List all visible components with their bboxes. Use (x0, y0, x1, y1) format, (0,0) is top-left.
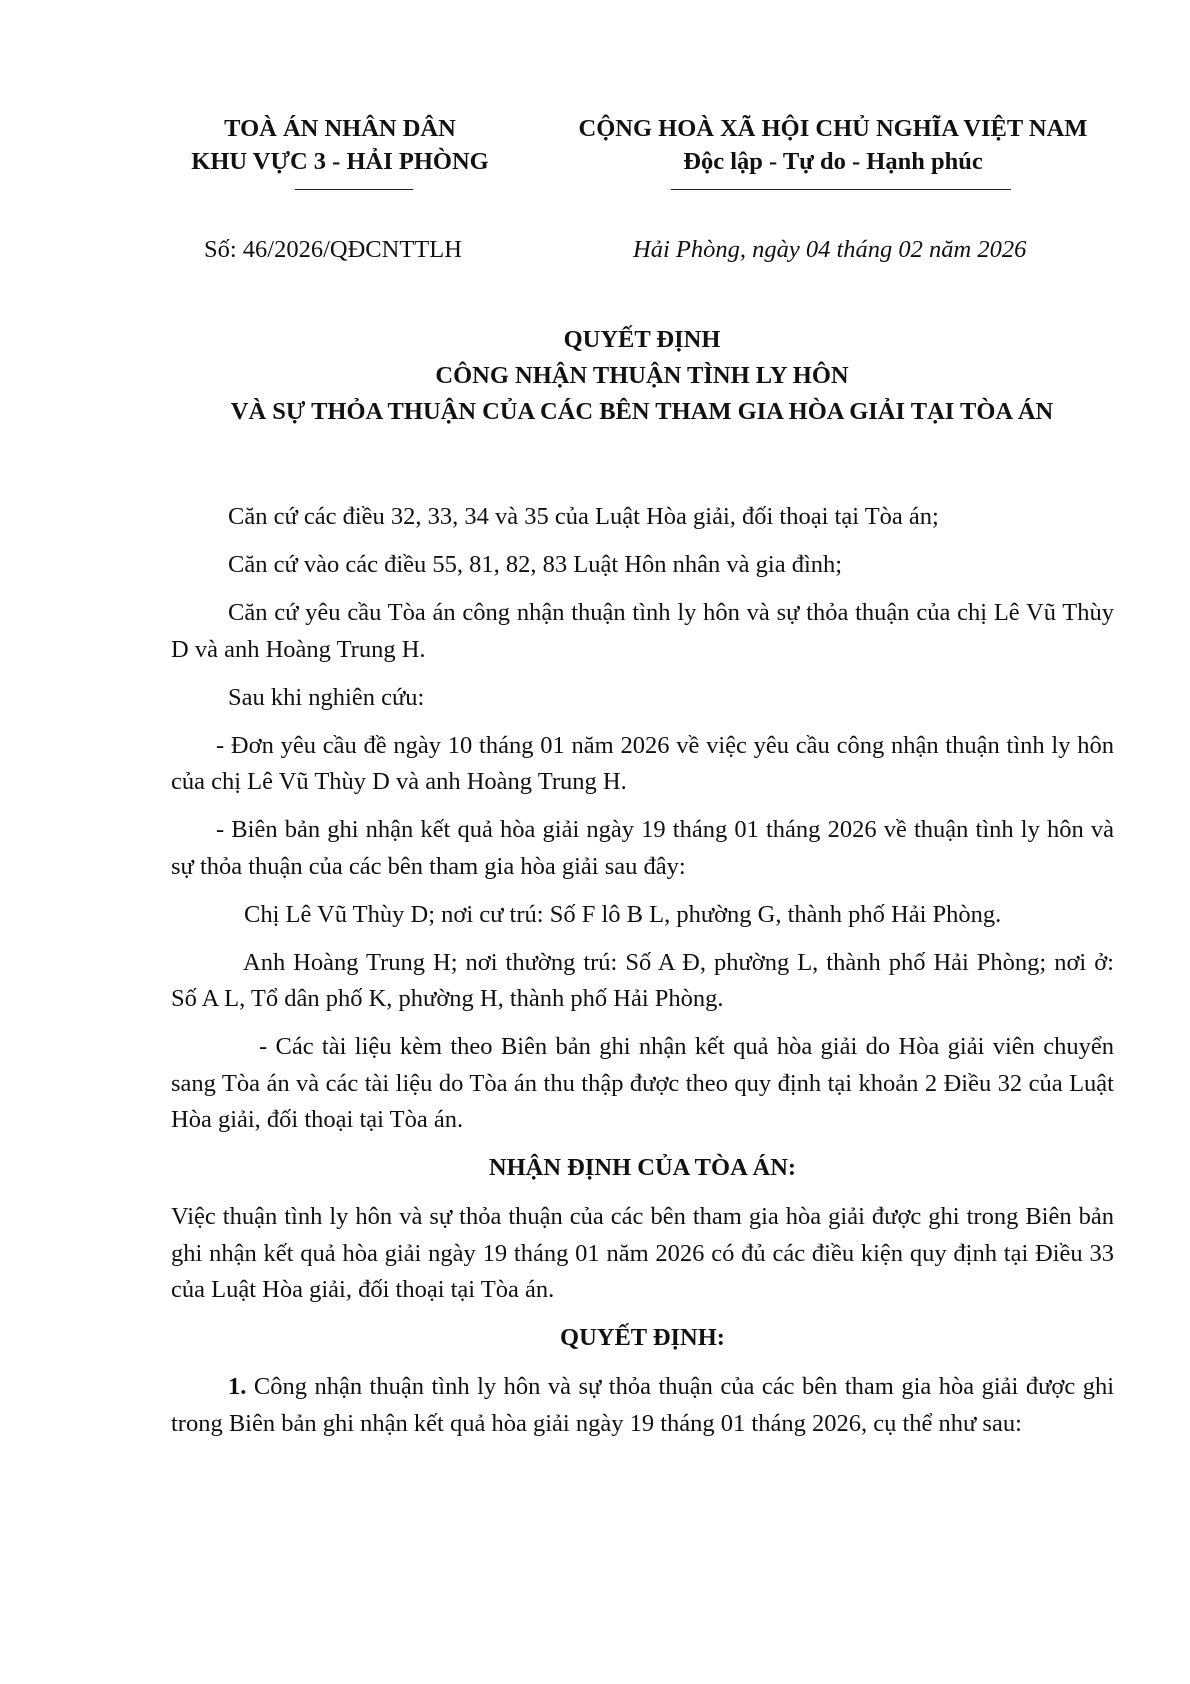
document-title (170, 322, 1114, 430)
document-body (171, 499, 1114, 1454)
paragraph-legal-basis-3: Căn cứ yêu cầu Tòa án công nhận thuận tình ly hôn và sự thỏa thuận của chị Lê Vũ Thùy D và anh Hoàng Trung H. (171, 599, 1114, 663)
paragraph-legal-basis-1: Căn cứ các điều 32, 33, 34 và 35 của Luật Hòa giải, đối thoại tại Tòa án; (228, 503, 939, 530)
paragraph-after-review: Sau khi nghiên cứu: (228, 683, 425, 711)
paragraph-party-wife: Chị Lê Vũ Thùy D; nơi cư trú: Số F lô B L, phường G, thành phố Hải Phòng. (244, 900, 1002, 928)
title-line-3: VÀ SỰ THỎA THUẬN CỦA CÁC BÊN THAM GIA HÒA GIẢI TẠI TÒA ÁN (230, 398, 1054, 425)
paragraph-decision-1 (171, 1369, 1114, 1442)
court-name-line-2: KHU VỰC 3 - HẢI PHÒNG (191, 148, 489, 175)
paragraph-legal-basis-2: Căn cứ vào các điều 55, 81, 82, 83 Luật Hôn nhân và gia đình; (228, 551, 843, 578)
court-name (170, 112, 510, 178)
motto: Độc lập - Tự do - Hạnh phúc (683, 148, 983, 175)
decision-item-number: 1. (228, 1373, 247, 1400)
section-heading-decision: QUYẾT ĐỊNH: (560, 1324, 725, 1351)
paragraph-party-husband: Anh Hoàng Trung H; nơi thường trú: Số A Đ, phường L, thành phố Hải Phòng; nơi ở: Số A L, Tổ dân phố K, phường H, thành phố Hải Phòng. (171, 948, 1114, 1012)
paragraph-assessment: Việc thuận tình ly hôn và sự thỏa thuận của các bên tham gia hòa giải được ghi trong Biên bản ghi nhận kết quả hòa giải ngày 19 tháng 01 năm 2026 có đủ các điều kiện quy định tại Điều 33 của Luật Hòa giải, đối thoại tại Tòa án. (171, 1203, 1114, 1303)
court-name-line-1: TOÀ ÁN NHÂN DÂN (224, 115, 456, 142)
court-name-underline (295, 189, 413, 190)
decision-item-text: Công nhận thuận tình ly hôn và sự thỏa thuận của các bên tham gia hòa giải được ghi trong Biên bản ghi nhận kết quả hòa giải ngày 19 tháng 01 tháng 2026, cụ thể như sau: (171, 1373, 1114, 1437)
national-motto (548, 112, 1118, 178)
document-date: Hải Phòng, ngày 04 tháng 02 năm 2026 (633, 236, 1027, 263)
motto-underline (671, 189, 1011, 190)
paragraph-mediation-record: - Biên bản ghi nhận kết quả hòa giải ngày 19 tháng 01 tháng 2026 về thuận tình ly hôn và sự thỏa thuận của các bên tham gia hòa giải sau đây: (171, 816, 1114, 880)
section-heading-court-assessment: NHẬN ĐỊNH CỦA TÒA ÁN: (488, 1154, 797, 1181)
paragraph-documents: - Các tài liệu kèm theo Biên bản ghi nhận kết quả hòa giải do Hòa giải viên chuyển sang Tòa án và các tài liệu do Tòa án thu thập được theo quy định tại khoản 2 Điều 32 của Luật Hòa giải, đối thoại tại Tòa án. (171, 1033, 1114, 1133)
title-line-1: QUYẾT ĐỊNH (563, 326, 721, 353)
country-name: CỘNG HOÀ XÃ HỘI CHỦ NGHĨA VIỆT NAM (578, 115, 1088, 142)
title-line-2: CÔNG NHẬN THUẬN TÌNH LY HÔN (435, 362, 849, 389)
document-number: Số: 46/2026/QĐCNTTLH (204, 236, 462, 263)
paragraph-petition: - Đơn yêu cầu đề ngày 10 tháng 01 năm 2026 về việc yêu cầu công nhận thuận tình ly hôn của chị Lê Vũ Thùy D và anh Hoàng Trung H. (171, 731, 1114, 795)
